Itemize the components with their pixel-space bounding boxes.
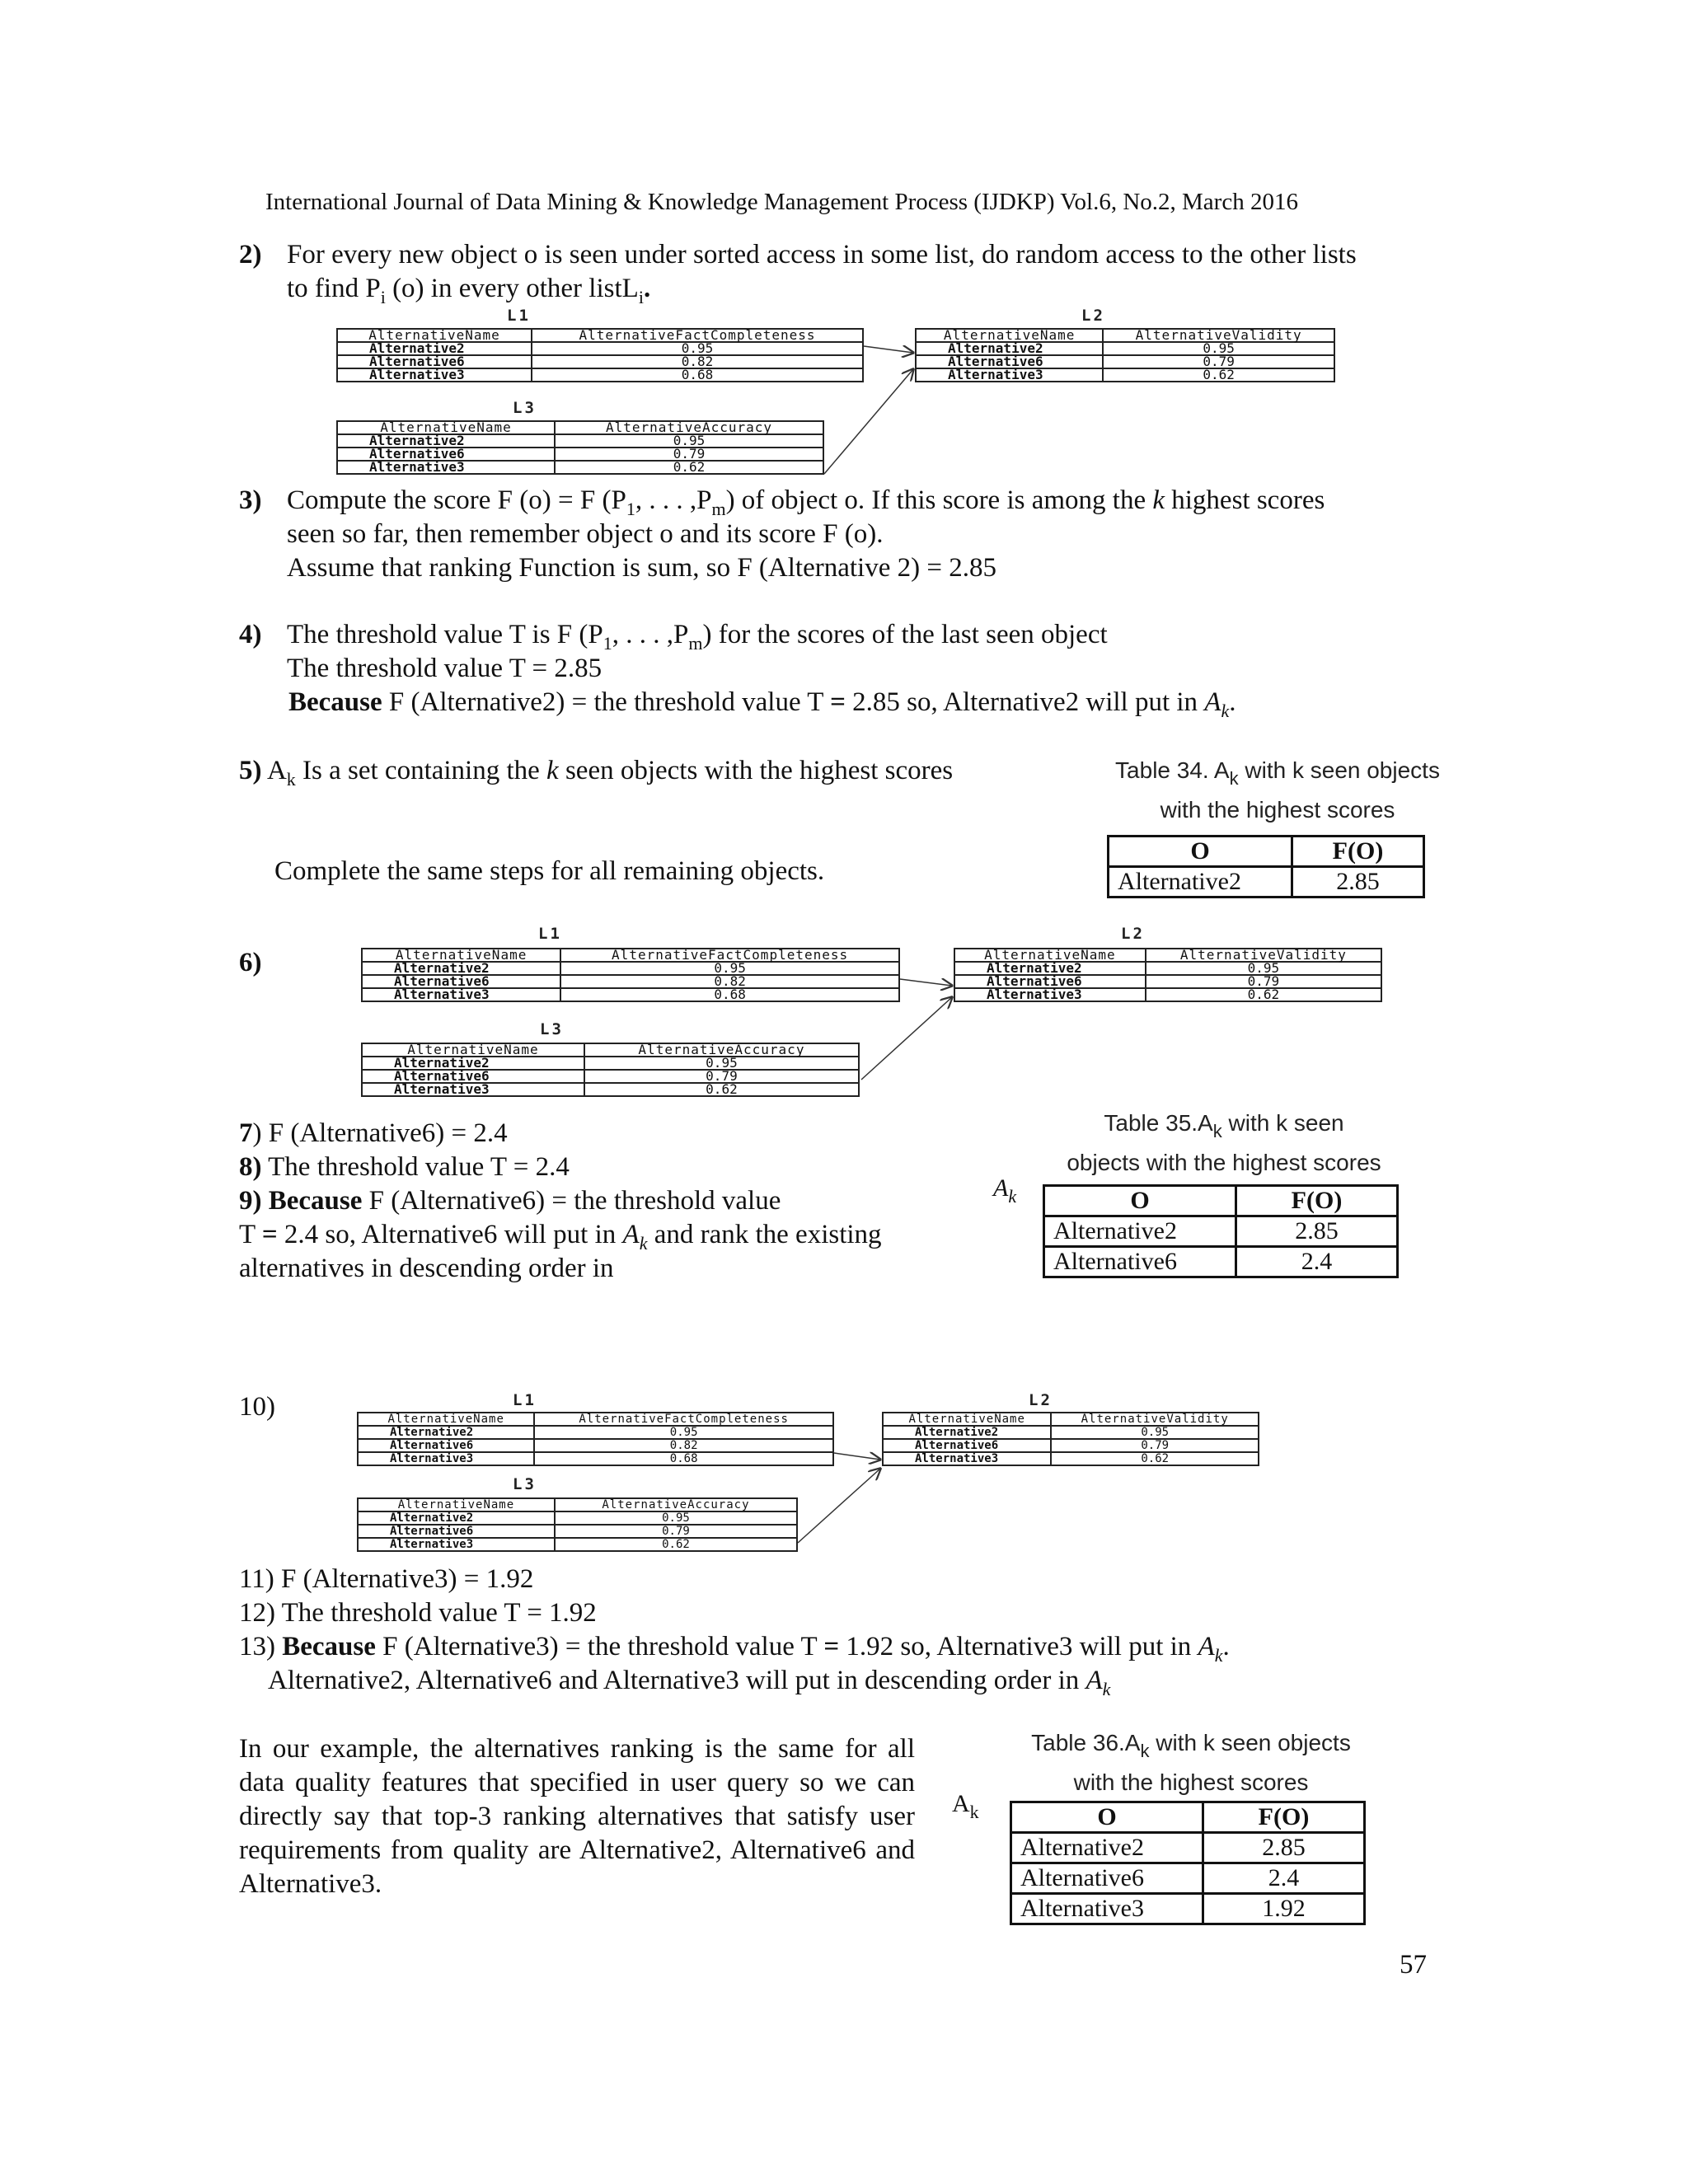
col-header: AlternativeFactCompleteness bbox=[534, 1413, 833, 1426]
text: 2.4 so, Alternative6 will put in bbox=[277, 1220, 623, 1249]
text: Is a set containing the bbox=[295, 756, 547, 785]
col-header: AlternativeName bbox=[337, 421, 555, 434]
because: Because bbox=[282, 1632, 376, 1661]
step-3-line-2: seen so far, then remember object o and its score F (o). bbox=[287, 519, 884, 549]
list-l1-table bbox=[361, 948, 900, 1002]
col-header: AlternativeName bbox=[916, 329, 1103, 342]
value-cell: 0.95 bbox=[1146, 962, 1381, 975]
subscript: k bbox=[1229, 768, 1239, 789]
subscript: k bbox=[1140, 1741, 1150, 1761]
arrow-l1-l2-2 bbox=[900, 979, 952, 986]
step-7 bbox=[239, 1117, 508, 1151]
ak-symbol: A bbox=[1085, 1666, 1103, 1695]
subscript: k bbox=[1008, 1186, 1017, 1207]
col-header: O bbox=[1109, 837, 1292, 867]
text: 1.92 so, Alternative3 will put in bbox=[839, 1632, 1198, 1661]
text: (o) in every other listL bbox=[385, 274, 639, 303]
text: Table 35.A bbox=[1104, 1110, 1213, 1136]
ak-symbol: A bbox=[622, 1220, 640, 1249]
name-cell: Alternative3 bbox=[954, 988, 1146, 1001]
name-cell: Alternative6 bbox=[358, 1525, 555, 1538]
name-cell: Alternative2 bbox=[337, 342, 532, 355]
arrow-l3-l2-2 bbox=[861, 997, 952, 1080]
text: The threshold value T = 2.4 bbox=[261, 1152, 570, 1182]
step-9-line-3: alternatives in descending order in bbox=[239, 1254, 614, 1283]
step-4 bbox=[239, 618, 1108, 654]
col-header: F(O) bbox=[1292, 837, 1424, 867]
text: ) F (Alternative6) = 2.4 bbox=[252, 1118, 508, 1148]
text: = bbox=[823, 1632, 840, 1661]
subscript: m bbox=[711, 499, 726, 519]
subscript: k bbox=[1214, 1645, 1223, 1666]
list-label-l1: L1 bbox=[538, 925, 562, 943]
cell: Alternative2 bbox=[1044, 1216, 1236, 1247]
value-cell: 0.95 bbox=[1103, 342, 1334, 355]
subscript: 1 bbox=[626, 499, 635, 519]
arrow-l1-l2 bbox=[864, 346, 913, 353]
table-34-caption bbox=[1088, 755, 1467, 826]
text: The threshold value T is F (P bbox=[287, 620, 603, 649]
text: ) for the scores of the last seen object bbox=[702, 620, 1108, 649]
value-cell: 0.79 bbox=[555, 1525, 797, 1538]
text: Alternative2, Alternative6 and Alternative3 will put in descending order in bbox=[268, 1666, 1086, 1695]
value-cell: 0.95 bbox=[560, 962, 899, 975]
text: with k seen bbox=[1221, 1110, 1344, 1136]
step-11: 11) F (Alternative3) = 1.92 bbox=[239, 1564, 534, 1594]
step-num: 2) bbox=[239, 240, 262, 269]
step-num: 9) Because bbox=[239, 1186, 363, 1216]
complete-steps-text: Complete the same steps for all remaining objects. bbox=[274, 856, 825, 886]
step-num: 5) bbox=[239, 756, 262, 785]
step-4-line-3 bbox=[288, 686, 1236, 728]
col-header: O bbox=[1044, 1186, 1236, 1216]
value-cell: 0.62 bbox=[1146, 988, 1381, 1001]
text: . bbox=[1229, 687, 1236, 717]
page-number: 57 bbox=[1400, 1950, 1427, 1980]
col-header: AlternativeAccuracy bbox=[584, 1043, 859, 1057]
k-var: k bbox=[1152, 485, 1165, 515]
cell: 2.85 bbox=[1292, 867, 1424, 898]
col-header: F(O) bbox=[1203, 1802, 1365, 1833]
value-cell: 0.68 bbox=[532, 368, 863, 382]
step-8 bbox=[239, 1151, 570, 1184]
subscript: k bbox=[1221, 701, 1230, 721]
value-cell: 0.62 bbox=[584, 1083, 859, 1096]
text: Table 36.A bbox=[1031, 1730, 1141, 1755]
subscript: k bbox=[639, 1233, 648, 1254]
step-12: 12) The threshold value T = 1.92 bbox=[239, 1598, 597, 1628]
name-cell: Alternative2 bbox=[362, 1057, 584, 1070]
step-text: For every new object o is seen under sorted access in some list, do random access to the other lists bbox=[287, 240, 1357, 269]
col-header: AlternativeName bbox=[883, 1413, 1051, 1426]
name-cell: Alternative6 bbox=[337, 448, 555, 461]
cell: 2.85 bbox=[1203, 1833, 1365, 1863]
value-cell: 0.95 bbox=[555, 434, 823, 448]
list-label-l2: L2 bbox=[1121, 925, 1145, 943]
cell: 2.4 bbox=[1236, 1247, 1398, 1277]
table-36 bbox=[1010, 1801, 1366, 1925]
name-cell: Alternative6 bbox=[358, 1439, 534, 1452]
cell: Alternative2 bbox=[1011, 1833, 1203, 1863]
cell: Alternative3 bbox=[1011, 1894, 1203, 1924]
table-34 bbox=[1107, 835, 1425, 898]
subscript: m bbox=[688, 633, 703, 654]
text: seen objects with the highest scores bbox=[558, 756, 954, 785]
name-cell: Alternative2 bbox=[883, 1426, 1051, 1439]
col-header: AlternativeFactCompleteness bbox=[560, 949, 899, 962]
value-cell: 0.79 bbox=[1146, 975, 1381, 988]
conclusion-paragraph: In our example, the alternatives ranking is the same for all data quality features that specified in user query so we can directly say that top-3 ranking alternatives that satisfy user requirements from quality are Alternative2, Alternative6 and Alternative3. bbox=[239, 1734, 915, 1899]
text: A bbox=[952, 1790, 970, 1817]
col-header: AlternativeValidity bbox=[1051, 1413, 1259, 1426]
ak-symbol: A bbox=[1204, 687, 1221, 717]
col-header: AlternativeName bbox=[362, 949, 560, 962]
step-3 bbox=[239, 484, 1325, 519]
text: , . . . ,P bbox=[612, 620, 689, 649]
name-cell: Alternative2 bbox=[362, 962, 560, 975]
list-label-l2: L2 bbox=[1029, 1391, 1053, 1409]
step-num: 13) bbox=[239, 1632, 283, 1661]
subscript: k bbox=[286, 769, 296, 790]
name-cell: Alternative2 bbox=[337, 434, 555, 448]
col-header: AlternativeAccuracy bbox=[555, 421, 823, 434]
name-cell: Alternative3 bbox=[337, 461, 555, 474]
ak-symbol: A bbox=[266, 756, 287, 785]
text: to find P bbox=[287, 274, 381, 303]
name-cell: Alternative6 bbox=[362, 1070, 584, 1083]
value-cell: 0.82 bbox=[560, 975, 899, 988]
name-cell: Alternative2 bbox=[916, 342, 1103, 355]
name-cell: Alternative3 bbox=[362, 1083, 584, 1096]
cell: Alternative6 bbox=[1044, 1247, 1236, 1277]
value-cell: 0.82 bbox=[534, 1439, 833, 1452]
step-num: 7 bbox=[239, 1118, 253, 1148]
list-label-l2: L2 bbox=[1081, 307, 1105, 325]
name-cell: Alternative3 bbox=[883, 1452, 1051, 1465]
col-header: AlternativeFactCompleteness bbox=[532, 329, 863, 342]
value-cell: 0.82 bbox=[532, 355, 863, 368]
name-cell: Alternative3 bbox=[362, 988, 560, 1001]
text: F (Alternative6) = the threshold value bbox=[362, 1186, 781, 1216]
list-label-l1: L1 bbox=[507, 307, 531, 325]
value-cell: 0.95 bbox=[532, 342, 863, 355]
list-label-l3: L3 bbox=[513, 399, 537, 417]
value-cell: 0.62 bbox=[1103, 368, 1334, 382]
subscript: i bbox=[380, 287, 386, 307]
col-header: AlternativeName bbox=[362, 1043, 584, 1057]
step-num: 8) bbox=[239, 1152, 262, 1182]
arrow-l3-l2-3 bbox=[798, 1469, 880, 1543]
name-cell: Alternative2 bbox=[358, 1426, 534, 1439]
text: F (Alternative2) = the threshold value T bbox=[382, 687, 831, 717]
value-cell: 0.95 bbox=[1051, 1426, 1259, 1439]
table-36-side-label bbox=[952, 1790, 979, 1823]
list-l3-table bbox=[361, 1043, 860, 1097]
ak-symbol: A bbox=[1198, 1632, 1215, 1661]
k-var: k bbox=[546, 756, 559, 785]
list-l2-table bbox=[954, 948, 1382, 1002]
text: = bbox=[830, 687, 846, 717]
step-10: 10) bbox=[239, 1392, 275, 1422]
text: . bbox=[643, 274, 651, 303]
text: , . . . ,P bbox=[635, 485, 712, 515]
col-header: AlternativeAccuracy bbox=[555, 1498, 797, 1511]
text: T bbox=[239, 1220, 262, 1249]
name-cell: Alternative3 bbox=[337, 368, 532, 382]
name-cell: Alternative6 bbox=[337, 355, 532, 368]
text: with the highest scores bbox=[1160, 797, 1395, 823]
text: and rank the existing bbox=[647, 1220, 882, 1249]
because: Because bbox=[288, 687, 382, 717]
cell: Alternative2 bbox=[1109, 867, 1292, 898]
subscript: 1 bbox=[603, 633, 612, 654]
cell: 2.85 bbox=[1236, 1216, 1398, 1247]
list-l3-table bbox=[357, 1497, 798, 1552]
value-cell: 0.68 bbox=[534, 1452, 833, 1465]
value-cell: 0.79 bbox=[584, 1070, 859, 1083]
list-label-l3: L3 bbox=[540, 1020, 564, 1038]
subscript: i bbox=[638, 287, 644, 307]
col-header: O bbox=[1011, 1802, 1203, 1833]
value-cell: 0.95 bbox=[534, 1426, 833, 1439]
col-header: F(O) bbox=[1236, 1186, 1398, 1216]
name-cell: Alternative3 bbox=[358, 1538, 555, 1551]
col-header: AlternativeName bbox=[358, 1413, 534, 1426]
value-cell: 0.95 bbox=[555, 1511, 797, 1525]
name-cell: Alternative2 bbox=[954, 962, 1146, 975]
table-35-caption bbox=[1047, 1108, 1401, 1179]
text: 2.85 so, Alternative2 will put in bbox=[845, 687, 1205, 717]
text: with k seen objects bbox=[1238, 757, 1440, 783]
subscript: k bbox=[1102, 1679, 1111, 1699]
col-header: AlternativeName bbox=[954, 949, 1146, 962]
subscript: k bbox=[969, 1802, 979, 1822]
table-36-caption bbox=[1001, 1727, 1381, 1798]
step-9 bbox=[239, 1184, 781, 1218]
name-cell: Alternative3 bbox=[358, 1452, 534, 1465]
col-header: AlternativeValidity bbox=[1103, 329, 1334, 342]
step-13-line-2 bbox=[268, 1664, 1110, 1706]
name-cell: Alternative2 bbox=[358, 1511, 555, 1525]
value-cell: 0.62 bbox=[555, 1538, 797, 1551]
col-header: AlternativeName bbox=[337, 329, 532, 342]
value-cell: 0.68 bbox=[560, 988, 899, 1001]
text: = bbox=[261, 1220, 278, 1249]
text: A bbox=[993, 1174, 1009, 1202]
list-l2-table bbox=[882, 1412, 1259, 1466]
table-35 bbox=[1043, 1184, 1399, 1278]
step-4-line-2: The threshold value T = 2.85 bbox=[287, 654, 603, 683]
name-cell: Alternative6 bbox=[883, 1439, 1051, 1452]
arrow-l3-l2 bbox=[824, 369, 913, 474]
value-cell: 0.79 bbox=[555, 448, 823, 461]
text: highest scores bbox=[1165, 485, 1325, 515]
value-cell: 0.62 bbox=[1051, 1452, 1259, 1465]
col-header: AlternativeValidity bbox=[1146, 949, 1381, 962]
text: F (Alternative3) = the threshold value T bbox=[375, 1632, 824, 1661]
value-cell: 0.79 bbox=[1103, 355, 1334, 368]
name-cell: Alternative6 bbox=[954, 975, 1146, 988]
value-cell: 0.79 bbox=[1051, 1439, 1259, 1452]
step-6: 6) bbox=[239, 948, 262, 977]
name-cell: Alternative6 bbox=[362, 975, 560, 988]
value-cell: 0.95 bbox=[584, 1057, 859, 1070]
step-3-line-3: Assume that ranking Function is sum, so F (Alternative 2) = 2.85 bbox=[287, 553, 996, 583]
cell: 2.4 bbox=[1203, 1863, 1365, 1894]
text: objects with the highest scores bbox=[1067, 1150, 1381, 1175]
arrow-l1-l2-3 bbox=[834, 1453, 880, 1460]
cell: Alternative6 bbox=[1011, 1863, 1203, 1894]
step-num: 3) bbox=[239, 485, 262, 515]
text: ) of object o. If this score is among the bbox=[725, 485, 1153, 515]
list-label-l1: L1 bbox=[513, 1391, 537, 1409]
text: . bbox=[1222, 1632, 1230, 1661]
text: Compute the score F (o) = F (P bbox=[287, 485, 626, 515]
step-5 bbox=[239, 754, 953, 796]
name-cell: Alternative6 bbox=[916, 355, 1103, 368]
cell: 1.92 bbox=[1203, 1894, 1365, 1924]
table-35-side-label bbox=[993, 1174, 1016, 1207]
text: with k seen objects bbox=[1149, 1730, 1351, 1755]
step-num: 4) bbox=[239, 620, 262, 649]
text: with the highest scores bbox=[1073, 1769, 1309, 1795]
text: Table 34. A bbox=[1115, 757, 1230, 783]
journal-header: International Journal of Data Mining & Knowledge Management Process (IJDKP) Vol.6, No.2, March 2016 bbox=[265, 189, 1298, 215]
list-l1-table bbox=[357, 1412, 834, 1466]
subscript: k bbox=[1212, 1121, 1222, 1141]
value-cell: 0.62 bbox=[555, 461, 823, 474]
list-label-l3: L3 bbox=[513, 1475, 537, 1493]
col-header: AlternativeName bbox=[358, 1498, 555, 1511]
name-cell: Alternative3 bbox=[916, 368, 1103, 382]
